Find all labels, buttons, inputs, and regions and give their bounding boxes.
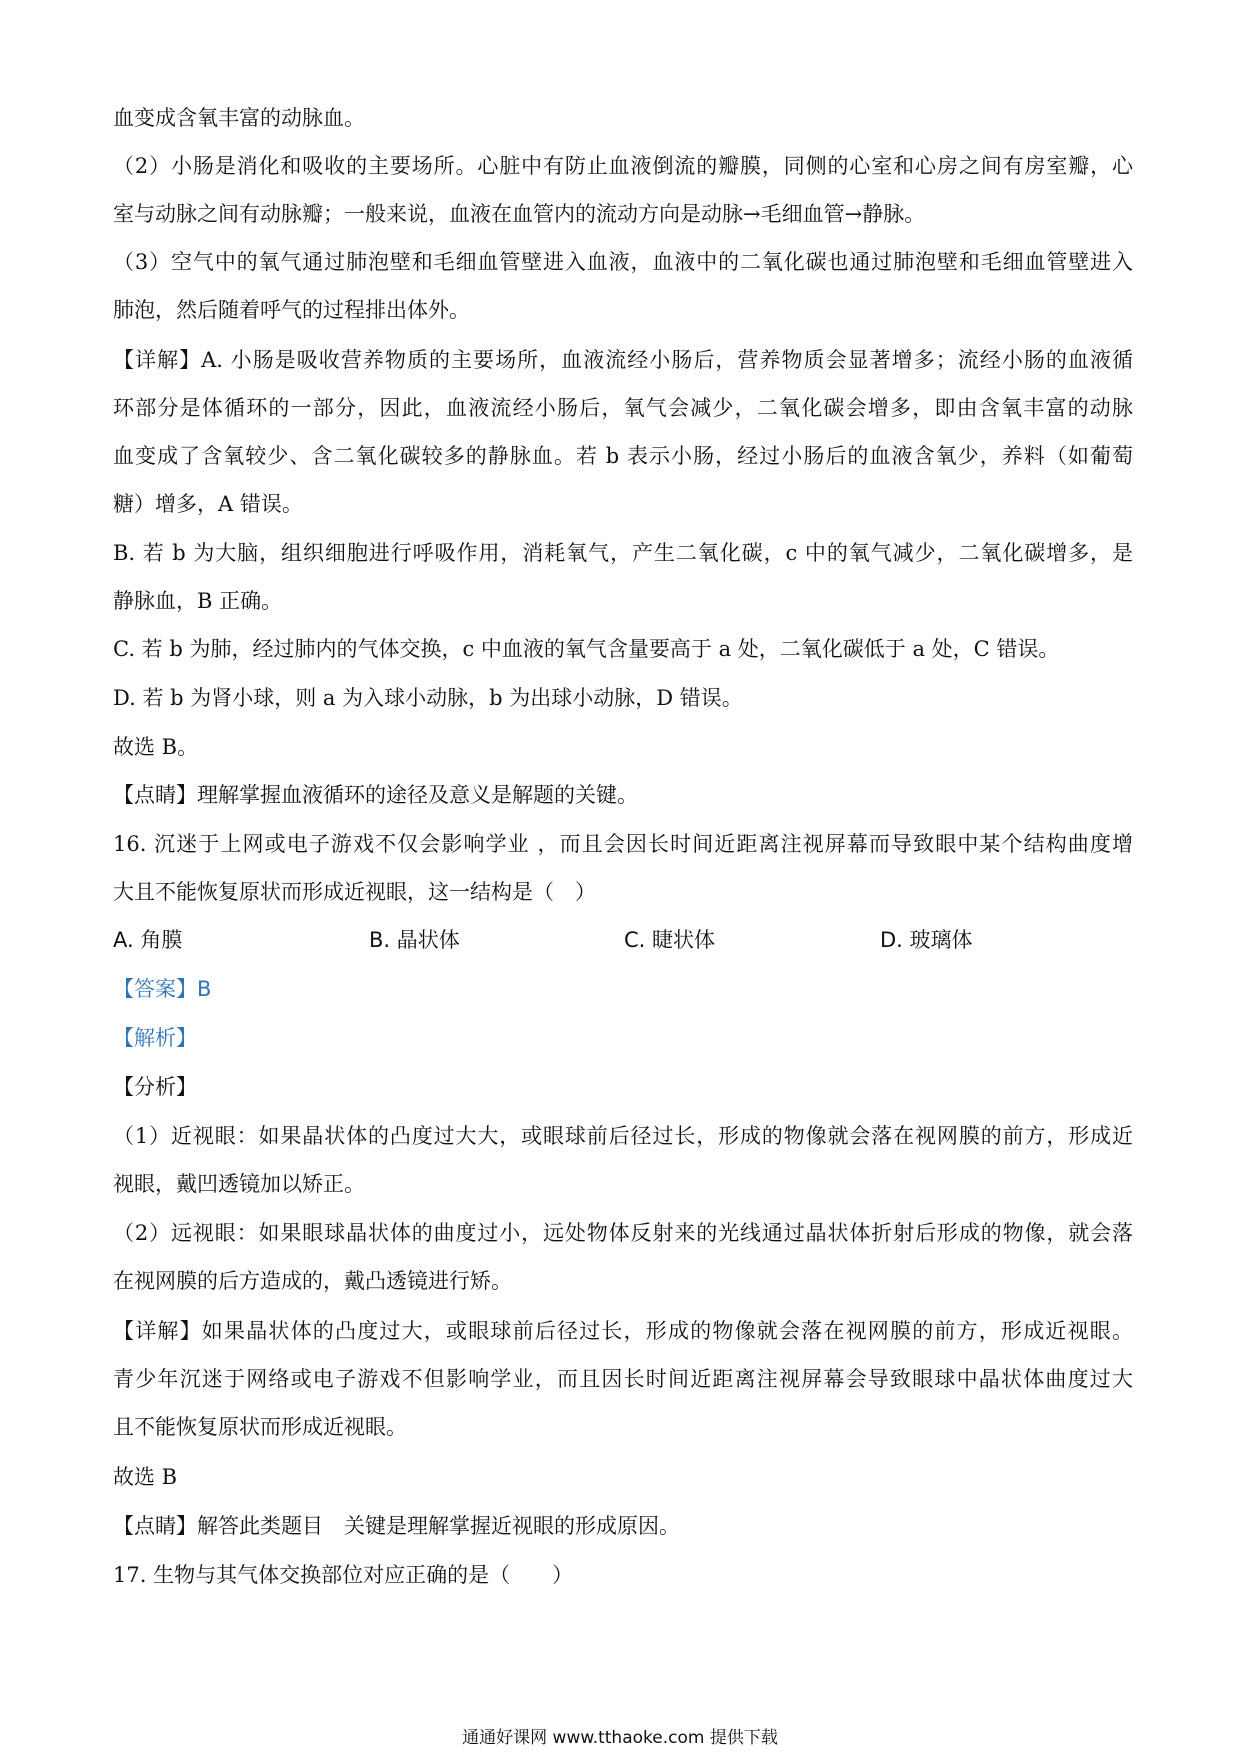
question-16-stem: 16. 沉迷于上网或电子游戏不仅会影响学业 ，而且会因长时间近距离注视屏幕而导致眼中某个结构曲度增: [113, 832, 1133, 856]
question-16-stem: 大且不能恢复原状而形成近视眼，这一结构是（ ）: [113, 880, 596, 904]
text-line: 静脉血，B 正确。: [113, 589, 283, 613]
text-line: 青少年沉迷于网络或电子游戏不但影响学业，而且因长时间近距离注视屏幕会导致眼球中晶状体曲度过大: [113, 1367, 1133, 1391]
text-line: 且不能恢复原状而形成近视眼。: [113, 1415, 407, 1439]
option-b: B. 晶状体: [369, 928, 460, 952]
option-d: D. 玻璃体: [880, 928, 973, 952]
answer-label: 【答案】B: [113, 977, 212, 1001]
option-c: C. 睫状体: [624, 928, 716, 952]
text-line: （2）远视眼：如果眼球晶状体的曲度过小，远处物体反射来的光线通过晶状体折射后形成的物像，就会落: [113, 1221, 1133, 1245]
text-line: 糖）增多，A 错误。: [113, 492, 303, 516]
analysis-label: 【解析】: [113, 1026, 197, 1050]
text-line: 【详解】A. 小肠是吸收营养物质的主要场所，血液流经小肠后，营养物质会显著增多；流经小肠的血液循: [113, 348, 1133, 372]
text-line: 【分析】: [113, 1075, 197, 1099]
text-line: 血变成了含氧较少、含二氧化碳较多的静脉血。若 b 表示小肠，经过小肠后的血液含氧少，养料（如葡萄: [113, 444, 1133, 468]
text-line: 故选 B: [113, 1465, 178, 1489]
text-line: （1）近视眼：如果晶状体的凸度过大大，或眼球前后径过长，形成的物像就会落在视网膜的前方，形成近: [113, 1124, 1133, 1148]
option-a: A. 角膜: [113, 928, 183, 952]
text-line: D. 若 b 为肾小球，则 a 为入球小动脉，b 为出球小动脉，D 错误。: [113, 686, 743, 710]
text-line: B. 若 b 为大脑，组织细胞进行呼吸作用，消耗氧气，产生二氧化碳，c 中的氧气减少，二氧化碳增多，是: [113, 541, 1133, 565]
text-line: C. 若 b 为肺，经过肺内的气体交换，c 中血液的氧气含量要高于 a 处，二氧化碳低于 a 处，C 错误。: [113, 637, 1060, 661]
text-line: 故选 B。: [113, 735, 199, 759]
text-line: 肺泡，然后随着呼气的过程排出体外。: [113, 298, 470, 322]
text-line: 环部分是体循环的一部分，因此，血液流经小肠后，氧气会减少，二氧化碳会增多，即由含氧丰富的动脉: [113, 396, 1133, 420]
text-line: 【详解】如果晶状体的凸度过大，或眼球前后径过长，形成的物像就会落在视网膜的前方，形成近视眼。: [113, 1319, 1133, 1343]
text-line: 室与动脉之间有动脉瓣；一般来说，血液在血管内的流动方向是动脉→毛细血管→静脉。: [113, 202, 926, 226]
key-point-line: 【点睛】解答此类题目 关键是理解掌握近视眼的形成原因。: [113, 1514, 680, 1538]
text-line: 血变成含氧丰富的动脉血。: [113, 106, 365, 130]
question-17-stem: 17. 生物与其气体交换部位对应正确的是（ ）: [113, 1563, 574, 1587]
text-line: （3）空气中的氧气通过肺泡壁和毛细血管壁进入血液，血液中的二氧化碳也通过肺泡壁和毛细血管壁进入: [113, 250, 1133, 274]
page-footer: 通通好课网 www.tthaoke.com 提供下载: [462, 1728, 778, 1748]
text-line: 视眼，戴凹透镜加以矫正。: [113, 1172, 365, 1196]
text-line: 在视网膜的后方造成的，戴凸透镜进行矫。: [113, 1269, 512, 1293]
key-point-line: 【点睛】理解掌握血液循环的途径及意义是解题的关键。: [113, 783, 638, 807]
text-line: （2）小肠是消化和吸收的主要场所。心脏中有防止血液倒流的瓣膜，同侧的心室和心房之间有房室瓣，心: [113, 154, 1133, 178]
